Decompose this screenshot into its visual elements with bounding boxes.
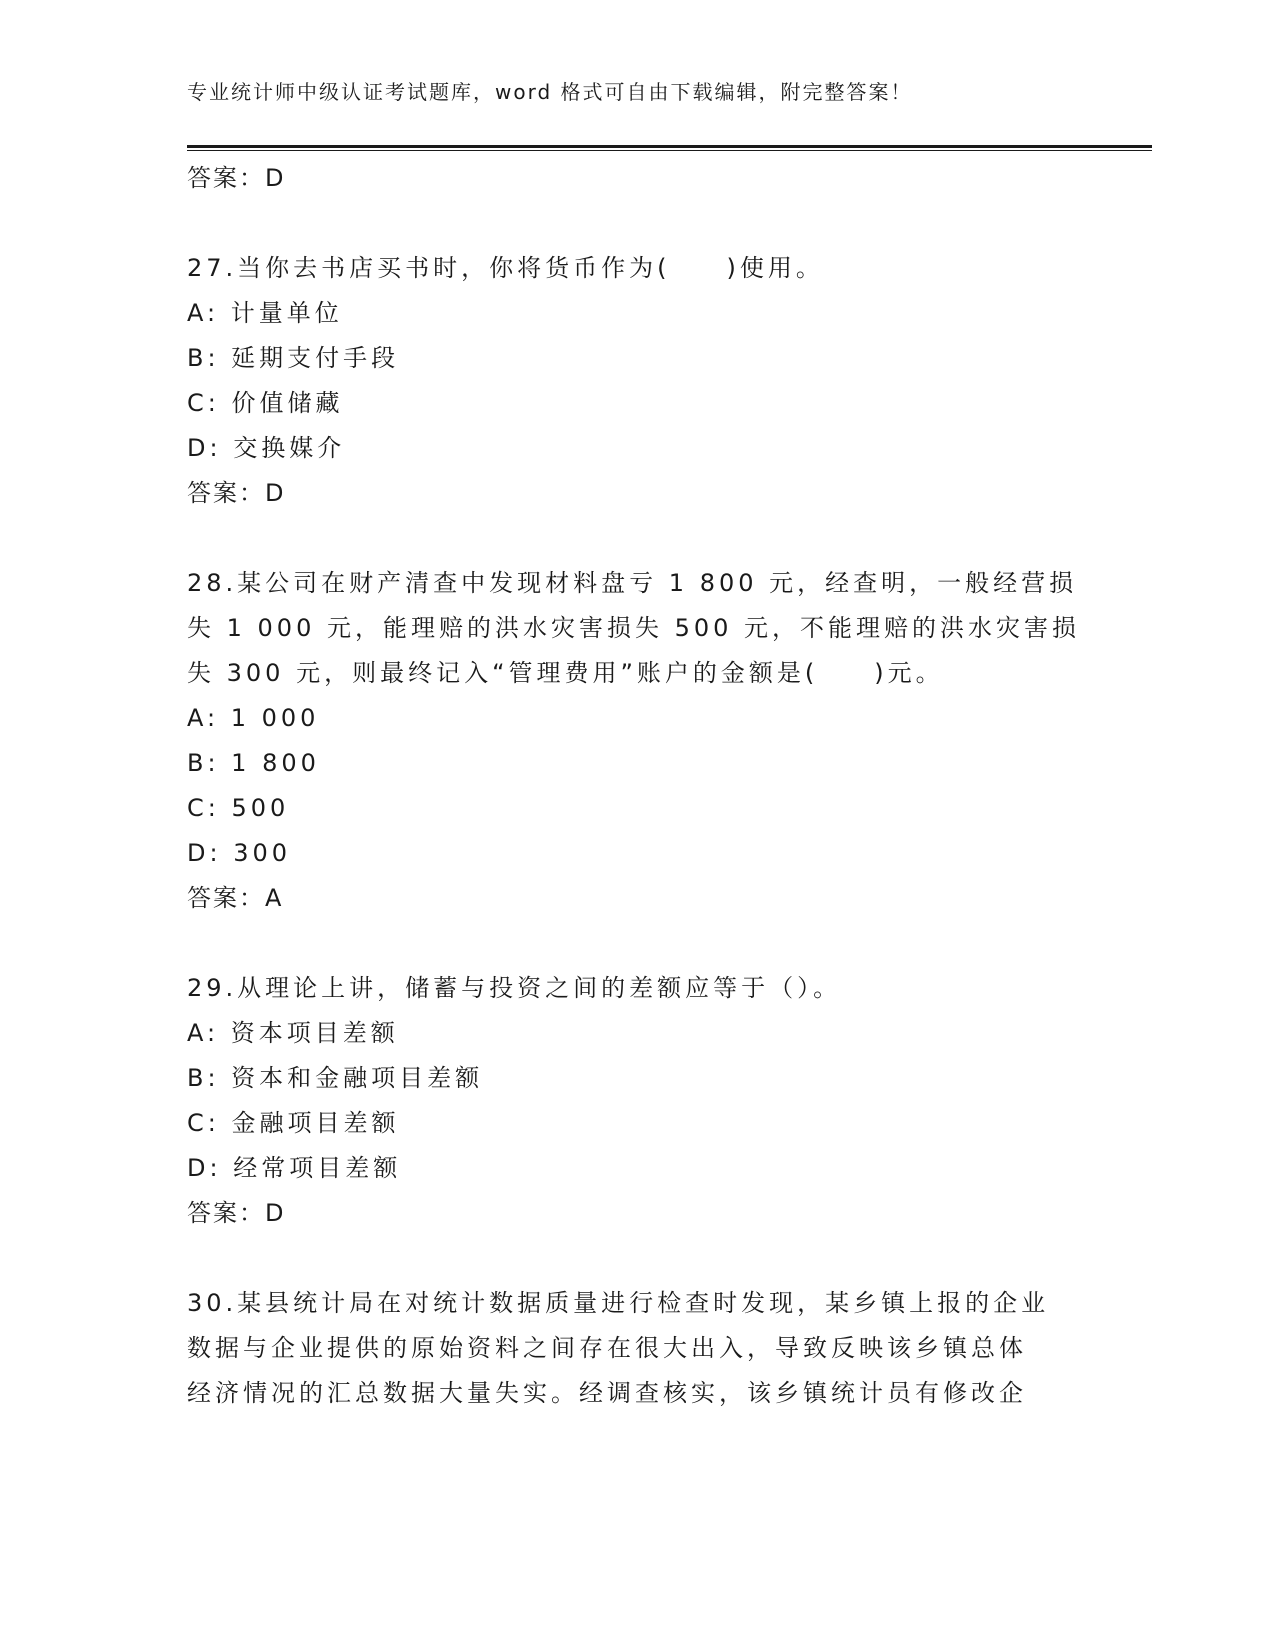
question-30 bbox=[187, 1281, 1107, 1416]
option-b: B: 1 800 bbox=[187, 749, 320, 777]
header-rule-thick bbox=[187, 145, 1152, 148]
question-28 bbox=[187, 561, 1107, 921]
answer-line: 答案：D bbox=[187, 164, 286, 192]
page-header: 专业统计师中级认证考试题库，word 格式可自由下载编辑，附完整答案！ bbox=[187, 80, 913, 104]
option-c: C: 价值储藏 bbox=[187, 389, 344, 417]
option-b: B: 延期支付手段 bbox=[187, 344, 400, 372]
answer-line: 答案：A bbox=[187, 884, 284, 912]
header-rule-thin bbox=[187, 150, 1152, 151]
question-stem: 29.从理论上讲，储蓄与投资之间的差额应等于（）。 bbox=[187, 974, 842, 1002]
paragraph-spacer bbox=[187, 921, 1107, 966]
question-stem: 数据与企业提供的原始资料之间存在很大出入，导致反映该乡镇总体 bbox=[187, 1334, 1027, 1362]
question-stem: 经济情况的汇总数据大量失实。经调查核实，该乡镇统计员有修改企 bbox=[187, 1379, 1027, 1407]
option-a: A: 资本项目差额 bbox=[187, 1019, 399, 1047]
paragraph-spacer bbox=[187, 1236, 1107, 1281]
paragraph-spacer bbox=[187, 516, 1107, 561]
answer-line: 答案：D bbox=[187, 479, 286, 507]
document-body bbox=[187, 156, 1107, 1416]
option-d: D: 300 bbox=[187, 839, 292, 867]
option-c: C: 金融项目差额 bbox=[187, 1109, 400, 1137]
question-27 bbox=[187, 246, 1107, 516]
option-b: B: 资本和金融项目差额 bbox=[187, 1064, 484, 1092]
option-d: D: 交换媒介 bbox=[187, 434, 346, 462]
option-a: A: 计量单位 bbox=[187, 299, 343, 327]
question-stem: 失 1 000 元，能理赔的洪水灾害损失 500 元，不能理赔的洪水灾害损 bbox=[187, 614, 1081, 642]
question-stem: 28.某公司在财产清查中发现材料盘亏 1 800 元，经查明，一般经营损 bbox=[187, 569, 1078, 597]
question-29 bbox=[187, 966, 1107, 1236]
question-stem: 27.当你去书店买书时，你将货币作为( )使用。 bbox=[187, 254, 824, 282]
answer-line: 答案：D bbox=[187, 1199, 286, 1227]
question-stem: 失 300 元，则最终记入“管理费用”账户的金额是( )元。 bbox=[187, 659, 944, 687]
option-d: D: 经常项目差额 bbox=[187, 1154, 402, 1182]
question-stem: 30.某县统计局在对统计数据质量进行检查时发现，某乡镇上报的企业 bbox=[187, 1289, 1050, 1317]
option-a: A: 1 000 bbox=[187, 704, 320, 732]
option-c: C: 500 bbox=[187, 794, 290, 822]
paragraph-spacer bbox=[187, 201, 1107, 246]
